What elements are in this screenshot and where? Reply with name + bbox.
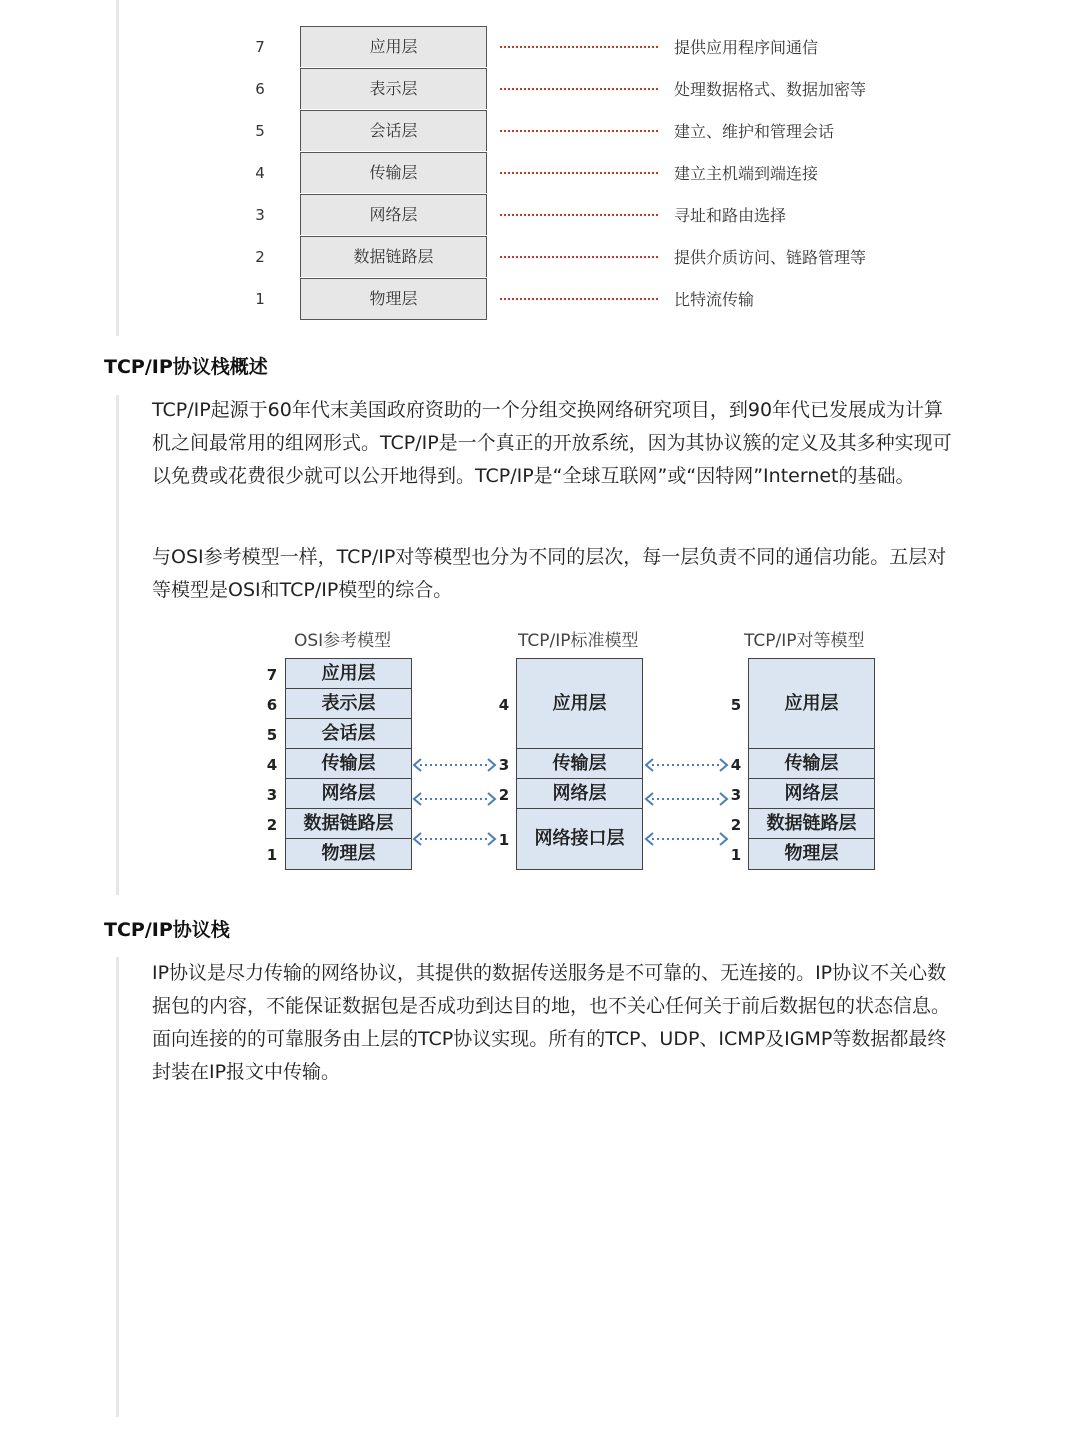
osi-layer-cell: 数据链路层	[286, 809, 411, 839]
layer-name: 网络层	[300, 194, 487, 235]
layer-description: 提供应用程序间通信	[674, 38, 819, 57]
dotted-leader	[500, 256, 658, 258]
double-arrow-icon	[644, 756, 729, 776]
peer-layer-cell: 网络层	[749, 779, 874, 809]
tcpip-layer-cell: 网络接口层	[534, 828, 625, 849]
paragraph: IP协议是尽力传输的网络协议，其提供的数据传送服务是不可靠的、无连接的。IP协议不关心数据包的内容，不能保证数据包是否成功到达目的地，也不关心任何关于前后数据包的状态信息。面向连接的的可靠服务由上层的TCP协议实现。所有的TCP、UDP、ICMP及IGMP等数据都最终封装在IP报文中传输。	[152, 962, 951, 1083]
peer-layer-number: 4	[730, 756, 742, 774]
layer-name: 物理层	[300, 278, 487, 320]
osi-model-title: OSI参考模型	[294, 631, 392, 651]
osi-row	[0, 110, 1080, 152]
double-arrow-icon	[412, 790, 497, 810]
osi-layer-cell: 物理层	[321, 843, 376, 864]
tcpip-layer-cell: 网络层	[517, 779, 642, 809]
osi-row	[0, 152, 1080, 194]
osi-row	[0, 278, 1080, 320]
layer-description: 建立主机端到端连接	[674, 164, 819, 183]
quote-bar	[116, 957, 119, 1417]
layer-number: 4	[255, 164, 265, 182]
tcpip-layer-number: 2	[498, 786, 510, 804]
layer-name: 数据链路层	[300, 236, 487, 277]
osi-layer-number: 4	[266, 756, 278, 774]
layer-name: 表示层	[300, 68, 487, 109]
osi-row	[0, 194, 1080, 236]
layer-description: 建立、维护和管理会话	[674, 122, 835, 141]
layer-number: 6	[255, 80, 265, 98]
section-heading: TCP/IP协议栈概述	[104, 356, 268, 378]
osi-layer-table	[0, 0, 1080, 340]
dotted-leader	[500, 130, 658, 132]
tcpip-model-title: TCP/IP标准模型	[518, 631, 639, 651]
layer-description: 寻址和路由选择	[674, 206, 787, 225]
paragraph: 与OSI参考模型一样，TCP/IP对等模型也分为不同的层次，每一层负责不同的通信功能。五层对等模型是OSI和TCP/IP模型的综合。	[152, 546, 947, 601]
osi-layer-number: 1	[266, 846, 278, 864]
double-arrow-icon	[412, 756, 497, 776]
peer-layer-number: 2	[730, 816, 742, 834]
layer-name: 会话层	[300, 110, 487, 151]
peer-layer-cell: 数据链路层	[749, 809, 874, 839]
tcpip-model-column	[516, 658, 643, 870]
peer-layer-cell: 物理层	[784, 843, 839, 864]
peer-layer-number: 5	[730, 696, 742, 714]
osi-model-column	[285, 658, 412, 870]
peer-model-column	[748, 658, 875, 870]
dotted-leader	[500, 88, 658, 90]
tcpip-layer-number: 1	[498, 831, 510, 849]
dotted-leader	[500, 172, 658, 174]
osi-layer-cell: 表示层	[286, 689, 411, 719]
layer-number: 7	[255, 38, 265, 56]
layer-description: 比特流传输	[674, 290, 755, 309]
layer-number: 3	[255, 206, 265, 224]
osi-row	[0, 236, 1080, 278]
osi-layer-number: 6	[266, 696, 278, 714]
dotted-leader	[500, 298, 658, 300]
peer-layer-number: 1	[730, 846, 742, 864]
model-comparison-diagram	[0, 620, 1080, 880]
tcpip-layer-number: 4	[498, 696, 510, 714]
osi-layer-number: 3	[266, 786, 278, 804]
peer-model-title: TCP/IP对等模型	[744, 631, 865, 651]
double-arrow-icon	[644, 830, 729, 850]
osi-layer-number: 2	[266, 816, 278, 834]
osi-row	[0, 68, 1080, 110]
tcpip-layer-cell: 应用层	[517, 659, 642, 749]
tcpip-layer-number: 3	[498, 756, 510, 774]
paragraph: TCP/IP起源于60年代末美国政府资助的一个分组交换网络研究项目，到90年代已发展成为计算机之间最常用的组网形式。TCP/IP是一个真正的开放系统，因为其协议簇的定义及其多种实现可以免费或花费很少就可以公开地得到。TCP/IP是“全球互联网”或“因特网”Internet的基础。	[152, 399, 952, 487]
double-arrow-icon	[412, 830, 497, 850]
layer-name: 传输层	[300, 152, 487, 193]
peer-layer-cell: 传输层	[749, 749, 874, 779]
dotted-leader	[500, 214, 658, 216]
section-heading: TCP/IP协议栈	[104, 919, 230, 941]
layer-number: 5	[255, 122, 265, 140]
osi-layer-cell: 会话层	[286, 719, 411, 749]
peer-layer-cell: 应用层	[749, 659, 874, 749]
tcpip-layer-cell: 传输层	[517, 749, 642, 779]
layer-description: 提供介质访问、链路管理等	[674, 248, 867, 267]
osi-row	[0, 26, 1080, 68]
osi-layer-cell: 应用层	[286, 659, 411, 689]
dotted-leader	[500, 46, 658, 48]
peer-layer-number: 3	[730, 786, 742, 804]
osi-layer-cell: 网络层	[286, 779, 411, 809]
layer-name: 应用层	[300, 26, 487, 67]
osi-layer-number: 5	[266, 726, 278, 744]
layer-number: 2	[255, 248, 265, 266]
osi-layer-number: 7	[266, 666, 278, 684]
double-arrow-icon	[644, 790, 729, 810]
layer-number: 1	[255, 290, 265, 308]
osi-layer-cell: 传输层	[286, 749, 411, 779]
layer-description: 处理数据格式、数据加密等	[674, 80, 867, 99]
